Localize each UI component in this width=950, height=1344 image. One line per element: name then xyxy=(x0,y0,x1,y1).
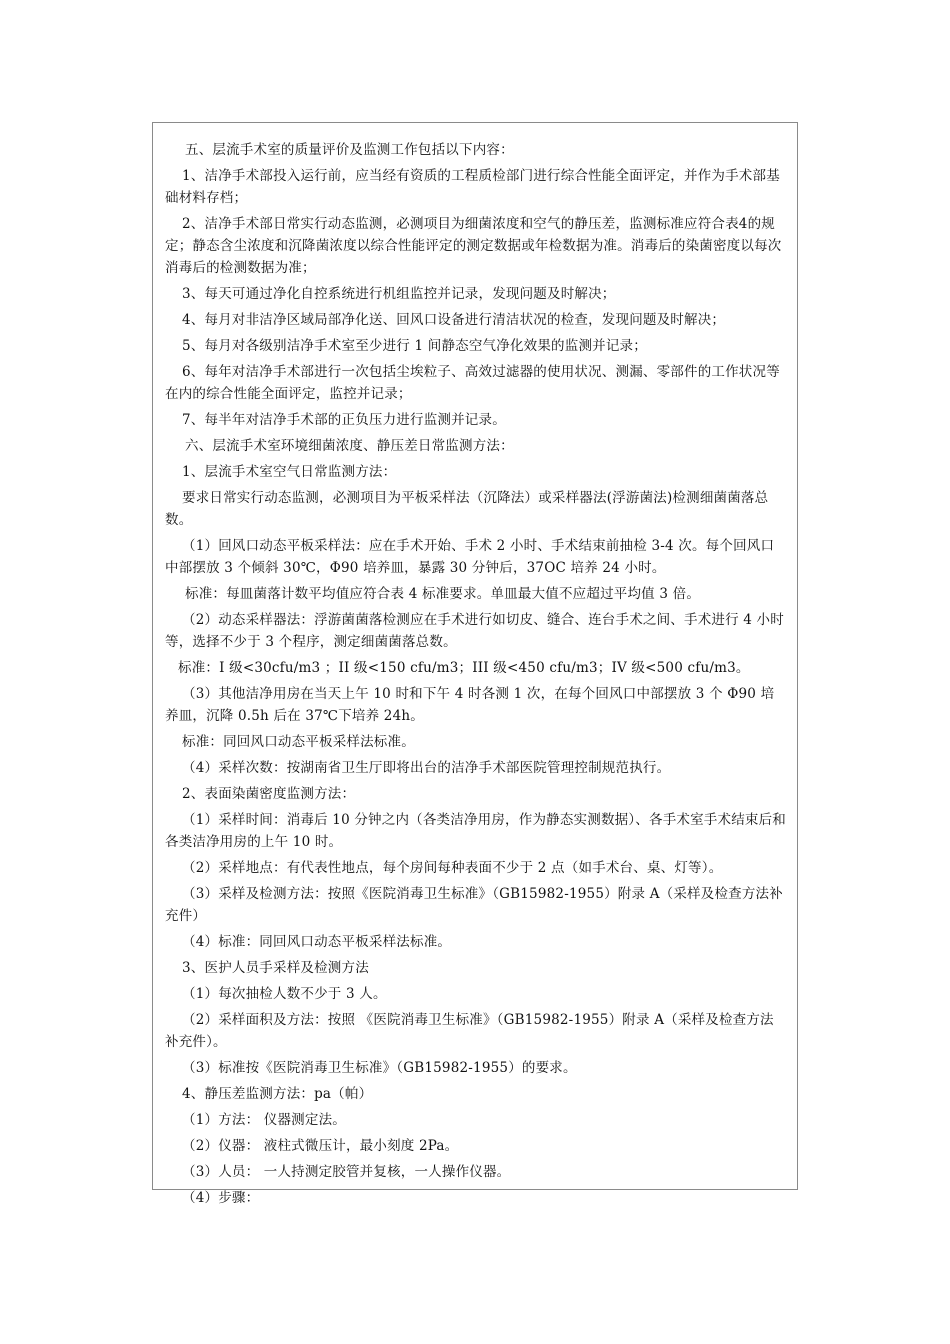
paragraph: 6、每年对洁净手术部进行一次包括尘埃粒子、高效过滤器的使用状况、测漏、零部件的工作状况等在内的综合性能全面评定，监控并记录； xyxy=(165,364,780,402)
paragraph: 2、表面染菌密度监测方法： xyxy=(182,786,356,802)
paragraph: （3）其他洁净用房在当天上午 10 时和下午 4 时各测 1 次，在每个回风口中部摆放 3 个 Φ90 培养皿，沉降 0.5h 后在 37℃下培养 24h。 xyxy=(165,686,775,724)
paragraph: （2）采样地点：有代表性地点，每个房间每种表面不少于 2 点（如手术台、桌、灯等）。 xyxy=(182,860,723,876)
paragraph: （1）采样时间：消毒后 10 分钟之内（各类洁净用房，作为静态实测数据）、各手术室手术结束后和各类洁净用房的上午 10 时。 xyxy=(165,812,786,850)
paragraph: 4、静压差监测方法：pa（帕） xyxy=(182,1086,373,1102)
paragraph: 1、层流手术室空气日常监测方法： xyxy=(182,464,397,480)
paragraph: （2）采样面积及方法：按照 《医院消毒卫生标准》（GB15982-1955）附录 A（采样及检查方法补充件）。 xyxy=(165,1012,774,1050)
paragraph: （3）人员： 一人持测定胶管并复核，一人操作仪器。 xyxy=(182,1164,511,1180)
paragraph: 1、洁净手术部投入运行前，应当经有资质的工程质检部门进行综合性能全面评定，并作为手术部基础材料存档； xyxy=(165,168,780,206)
paragraph: 5、每月对各级别洁净手术室至少进行 1 间静态空气净化效果的监测并记录； xyxy=(182,338,647,354)
paragraph: 3、医护人员手采样及检测方法 xyxy=(182,960,369,976)
paragraph: 六、层流手术室环境细菌浓度、静压差日常监测方法： xyxy=(185,438,514,454)
paragraph: 3、每天可通过净化自控系统进行机组监控并记录，发现问题及时解决； xyxy=(182,286,616,302)
paragraph: 4、每月对非洁净区域局部净化送、回风口设备进行清洁状况的检查，发现问题及时解决； xyxy=(182,312,726,328)
paragraph: （4）采样次数：按湖南省卫生厅即将出台的洁净手术部医院管理控制规范执行。 xyxy=(182,760,671,776)
paragraph: 7、每半年对洁净手术部的正负压力进行监测并记录。 xyxy=(182,412,506,428)
paragraph: （4）步骤： xyxy=(182,1190,260,1206)
paragraph: 五、层流手术室的质量评价及监测工作包括以下内容： xyxy=(185,142,514,158)
paragraph: （2）动态采样器法：浮游菌菌落检测应在手术进行如切皮、缝合、连台手术之间、手术进行 4 小时等，选择不少于 3 个程序，测定细菌菌落总数。 xyxy=(165,612,784,650)
paragraph: 标准：I 级<30cfu/m3 ；II 级<150 cfu/m3；III 级<450 cfu/m3；IV 级<500 cfu/m3。 xyxy=(178,660,750,676)
paragraph: 标准：同回风口动态平板采样法标准。 xyxy=(182,734,415,750)
paragraph: 2、洁净手术部日常实行动态监测，必测项目为细菌浓度和空气的静压差，监测标准应符合表4的规定；静态含尘浓度和沉降菌浓度以综合性能评定的测定数据或年检数据为准。消毒后的染菌密度以每次消毒后的检测数据为准； xyxy=(165,216,782,276)
paragraph: （2）仪器： 液柱式微压计，最小刻度 2Pa。 xyxy=(182,1138,459,1154)
paragraph: 要求日常实行动态监测，必测项目为平板采样法（沉降法）或采样器法(浮游菌法)检测细菌菌落总数。 xyxy=(165,490,769,528)
document-body xyxy=(165,139,787,1213)
paragraph: （1）每次抽检人数不少于 3 人。 xyxy=(182,986,387,1002)
paragraph: （3）标准按《医院消毒卫生标准》（GB15982-1955）的要求。 xyxy=(182,1060,577,1076)
paragraph: 标准：每皿菌落计数平均值应符合表 4 标准要求。单皿最大值不应超过平均值 3 倍。 xyxy=(185,586,701,602)
paragraph: （3）采样及检测方法：按照《医院消毒卫生标准》（GB15982-1955）附录 A（采样及检查方法补充件） xyxy=(165,886,783,924)
paragraph: （1）回风口动态平板采样法：应在手术开始、手术 2 小时、手术结束前抽检 3-4 次。每个回风口中部摆放 3 个倾斜 30℃，Φ90 培养皿，暴露 30 分钟后，37OC 培养 24 小时。 xyxy=(165,538,775,576)
paragraph: （4）标准：同回风口动态平板采样法标准。 xyxy=(182,934,452,950)
paragraph: （1）方法： 仪器测定法。 xyxy=(182,1112,346,1128)
